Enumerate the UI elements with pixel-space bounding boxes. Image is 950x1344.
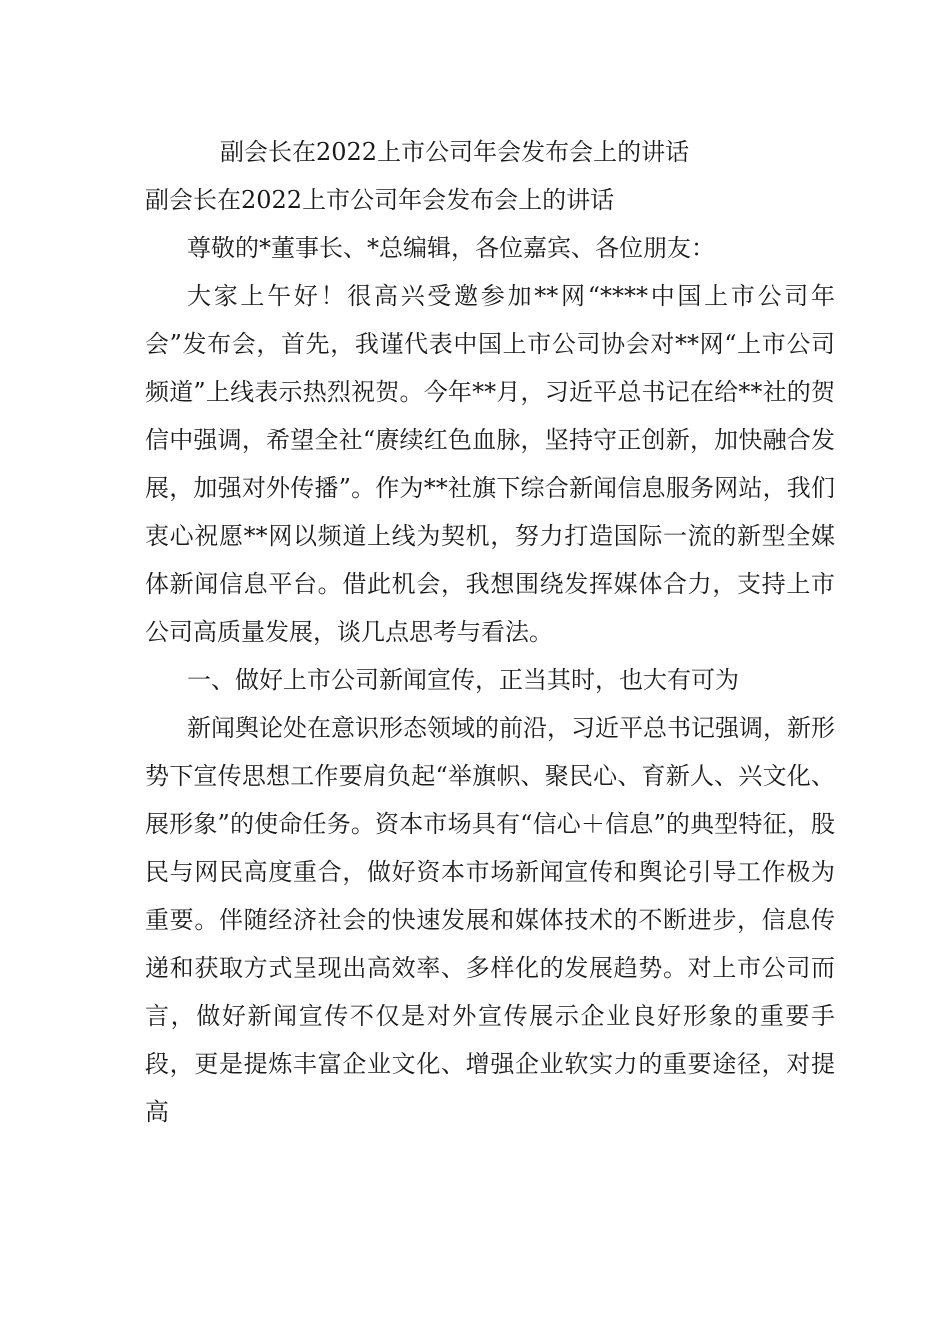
paragraph-section-1: 新闻舆论处在意识形态领域的前沿，习近平总书记强调，新形势下宣传思想工作要肩负起“举旗帜、聚民心、育新人、兴文化、展形象”的使命任务。资本市场具有“信心＋信息”的典型特征，股民与网民高度重合，做好资本市场新闻宣传和舆论引导工作极为重要。伴随经济社会的快速发展和媒体技术的不断进步，信息传递和获取方式呈现出高效率、多样化的发展趋势。对上市公司而言，做好新闻宣传不仅是对外宣传展示企业良好形象的重要手段，更是提炼丰富企业文化、增强企业软实力的重要途径，对提高 — [145, 714, 835, 1126]
document-body — [145, 176, 835, 1136]
document-subtitle: 副会长在2022上市公司年会发布会上的讲话 — [145, 186, 615, 214]
paragraph-opening: 大家上午好！很高兴受邀参加**网“****中国上市公司年会”发布会，首先，我谨代表中国上市公司协会对**网“上市公司频道”上线表示热烈祝贺。今年**月，习近平总书记在给**社的贺信中强调，希望全社“赓续红色血脉，坚持守正创新，加快融合发展，加强对外传播”。作为**社旗下综合新闻信息服务网站，我们衷心祝愿**网以频道上线为契机，努力打造国际一流的新型全媒体新闻信息平台。借此机会，我想围绕发挥媒体合力，支持上市公司高质量发展，谈几点思考与看法。 — [145, 282, 835, 646]
paragraph-salutation: 尊敬的*董事长、*总编辑，各位嘉宾、各位朋友： — [187, 234, 715, 262]
document-title: 副会长在2022上市公司年会发布会上的讲话 — [220, 138, 690, 166]
section-heading-1: 一、做好上市公司新闻宣传，正当其时，也大有可为 — [187, 666, 739, 694]
